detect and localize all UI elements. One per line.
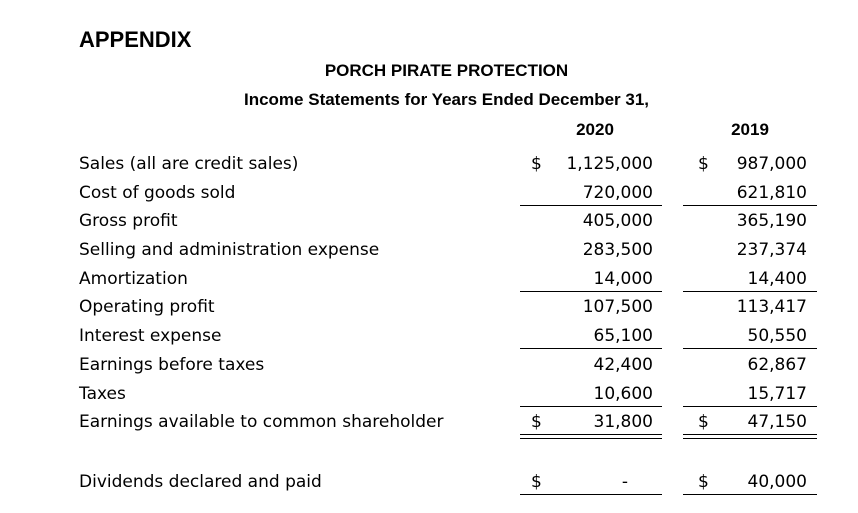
- value-2020-interest-expense: 65,100: [593, 326, 653, 346]
- underline-2019-dividends: [683, 494, 817, 495]
- value-2019-selling-admin-expense: 237,374: [736, 240, 807, 260]
- currency-sign-2019-dividends: $: [698, 472, 709, 492]
- underline-2020-amortization: [520, 291, 662, 292]
- currency-sign-2019-earnings-available: $: [698, 412, 709, 432]
- currency-sign-2020-sales: $: [531, 154, 542, 174]
- value-2020-earnings-before-taxes: 42,400: [593, 355, 653, 375]
- value-2020-taxes: 10,600: [593, 384, 653, 404]
- double-underline-2020-earnings-available: [520, 434, 662, 439]
- value-2019-gross-profit: 365,190: [736, 211, 807, 231]
- row-label-taxes: Taxes: [79, 384, 126, 404]
- underline-2020-dividends: [520, 494, 662, 495]
- currency-sign-2019-sales: $: [698, 154, 709, 174]
- row-label-earnings-before-taxes: Earnings before taxes: [79, 355, 265, 375]
- value-2019-dividends: 40,000: [747, 472, 807, 492]
- value-2020-operating-profit: 107,500: [582, 297, 653, 317]
- row-label-gross-profit: Gross profit: [79, 211, 178, 231]
- value-2020-gross-profit: 405,000: [582, 211, 653, 231]
- value-2019-sales: 987,000: [736, 154, 807, 174]
- value-2020-cost-of-goods-sold: 720,000: [582, 183, 653, 203]
- underline-2019-interest-expense: [683, 348, 817, 349]
- row-label-cost-of-goods-sold: Cost of goods sold: [79, 183, 236, 203]
- underline-2020-cost-of-goods-sold: [520, 205, 662, 206]
- row-label-operating-profit: Operating profit: [79, 297, 215, 317]
- underline-2020-taxes: [520, 406, 662, 407]
- row-label-sales: Sales (all are credit sales): [79, 154, 299, 174]
- value-2020-dividends: -: [621, 472, 628, 492]
- double-underline-2019-earnings-available: [683, 434, 817, 439]
- currency-sign-2020-earnings-available: $: [531, 412, 542, 432]
- column-header-2019: 2019: [731, 120, 769, 139]
- currency-sign-2020-dividends: $: [531, 472, 542, 492]
- value-2020-earnings-available: 31,800: [593, 412, 653, 432]
- value-2019-amortization: 14,400: [747, 269, 807, 289]
- value-2019-cost-of-goods-sold: 621,810: [736, 183, 807, 203]
- value-2019-interest-expense: 50,550: [747, 326, 807, 346]
- company-name: PORCH PIRATE PROTECTION: [324, 61, 569, 80]
- appendix-title: APPENDIX: [79, 27, 192, 52]
- value-2020-amortization: 14,000: [593, 269, 653, 289]
- underline-2020-interest-expense: [520, 348, 662, 349]
- column-header-2020: 2020: [576, 120, 614, 139]
- statement-title: Income Statements for Years Ended December 31,: [243, 90, 650, 109]
- value-2020-sales: 1,125,000: [566, 154, 653, 174]
- value-2019-earnings-before-taxes: 62,867: [747, 355, 807, 375]
- underline-2019-taxes: [683, 406, 817, 407]
- value-2020-selling-admin-expense: 283,500: [582, 240, 653, 260]
- underline-2019-cost-of-goods-sold: [683, 205, 817, 206]
- row-label-dividends: Dividends declared and paid: [79, 472, 322, 492]
- row-label-earnings-available: Earnings available to common shareholder: [79, 412, 444, 432]
- row-label-selling-admin-expense: Selling and administration expense: [79, 240, 380, 260]
- value-2019-taxes: 15,717: [747, 384, 807, 404]
- underline-2019-amortization: [683, 291, 817, 292]
- value-2019-earnings-available: 47,150: [747, 412, 807, 432]
- row-label-interest-expense: Interest expense: [79, 326, 222, 346]
- row-label-amortization: Amortization: [79, 269, 188, 289]
- value-2019-operating-profit: 113,417: [736, 297, 807, 317]
